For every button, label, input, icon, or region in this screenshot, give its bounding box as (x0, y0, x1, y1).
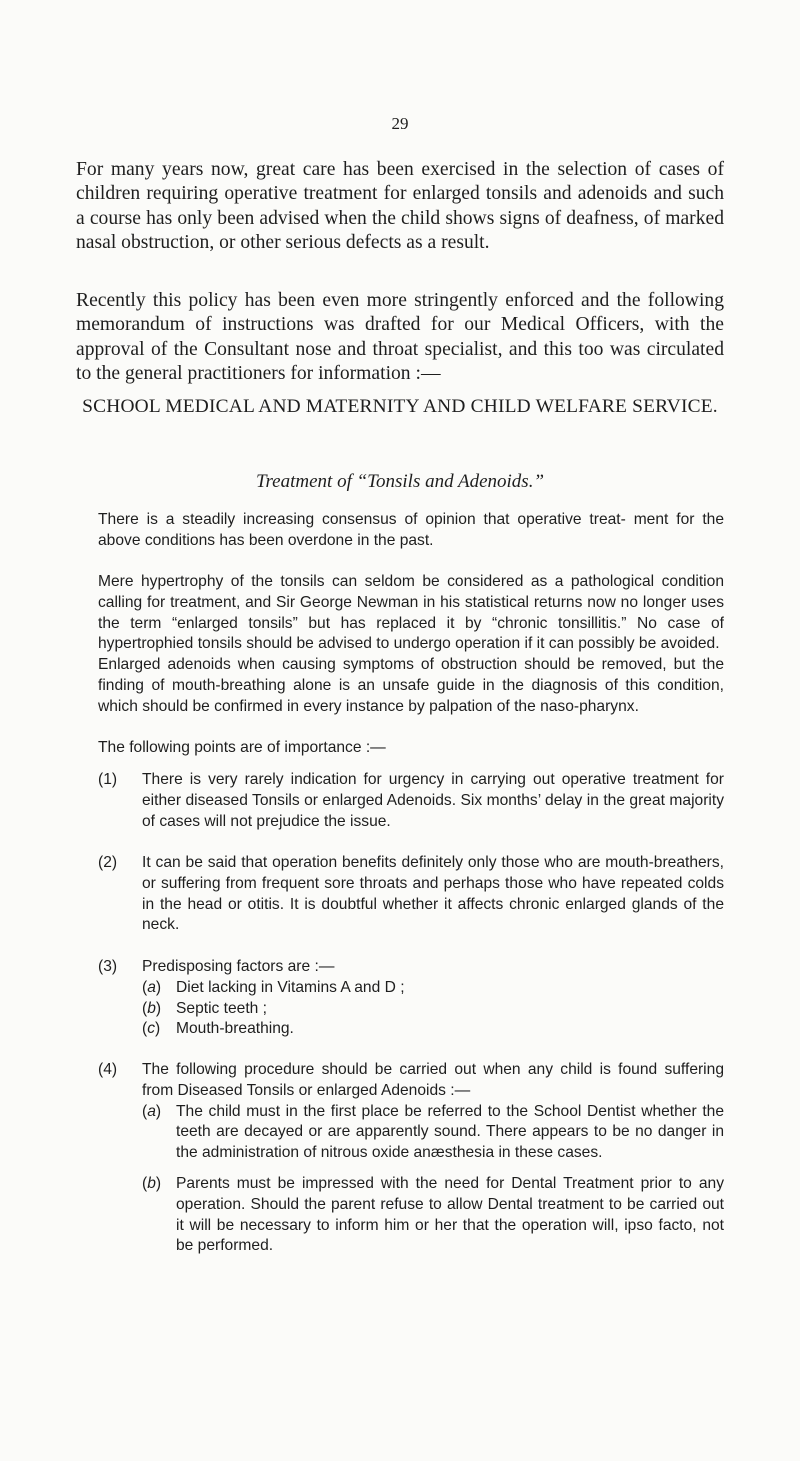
point-number: (4) (98, 1061, 118, 1078)
memo-subtitle: Treatment of “Tonsils and Adenoids.” (255, 471, 545, 492)
point-1 (98, 770, 724, 832)
intro-paragraph-2: Recently this policy has been even more stringently enforced and the following memorandum of instructions was drafted for our Medical Officers, with the approval of the Consultant nose and throat specialist, and this too was circulated to the general practitioners for information :— (76, 290, 724, 385)
sub-letter: (a) (142, 1102, 162, 1120)
sub-item-b (142, 1174, 724, 1257)
page-number: 29 (391, 114, 409, 133)
memo-paragraph-3: Enlarged adenoids when causing symptoms of obstruction should be removed, but the finding of mouth-breathing alone is an unsafe guide in the diagnosis of this condition, which should be confirmed in every instance by palpation of the naso-pharynx. (98, 656, 724, 715)
sub-item-text: Septic teeth ; (176, 999, 268, 1017)
point-number: (1) (98, 771, 118, 788)
memo-paragraph-1: There is a steadily increasing consensus of opinion that operative treat- ment for the above conditions has been overdone in the past. (98, 511, 724, 549)
sub-letter: (c) (142, 1020, 161, 1038)
sub-letter: (b) (142, 999, 162, 1017)
point-number: (3) (98, 958, 118, 975)
memo-heading: SCHOOL MEDICAL AND MATERNITY AND CHILD WELFARE SERVICE. (82, 396, 718, 417)
sub-item-a (142, 1102, 724, 1164)
point-text: There is very rarely indication for urgency in carrying out operative treatment for either diseased Tonsils or enlarged Adenoids. Six months’ delay in the great majority of cases will not prejudice the issue. (142, 771, 724, 830)
sub-letter: (a) (142, 978, 162, 996)
point-number: (2) (98, 854, 118, 871)
sub-item-text: Diet lacking in Vitamins A and D ; (176, 978, 405, 996)
memo-paragraph-2: Mere hypertrophy of the tonsils can seldom be considered as a pathological condition calling for treatment, and Sir George Newman in his statistical returns now no longer uses the term “enlarged tonsils” but has replaced it by “chronic tonsillitis.” No case of hypertrophied tonsils should be advised to undergo operation if it can possibly be avoided. (98, 573, 724, 653)
sub-item-text: Mouth-breathing. (176, 1020, 294, 1038)
sub-item-a (142, 978, 724, 999)
point-text: The following procedure should be carried out when any child is found suffering from Diseased Tonsils or enlarged Adenoids :— (142, 1061, 724, 1099)
memo-paragraph-4: The following points are of importance :— (98, 739, 386, 756)
point-text: It can be said that operation benefits definitely only those who are mouth-breathers, or suffering from frequent sore throats and perhaps those who have repeated colds in the head or otitis. It is doubtful whether it affects chronic enlarged glands of the neck. (142, 854, 724, 934)
sub-item-c (142, 1019, 724, 1040)
sub-letter: (b) (142, 1174, 162, 1192)
point-text: Predisposing factors are :— (142, 958, 335, 975)
sub-item-text: Parents must be impressed with the need for Dental Treatment prior to any operation. Should the parent refuse to allow Dental treatment to be carried out it will be necessary to inform him or her that the operation will, ipso facto, not be performed. (176, 1174, 724, 1255)
point-4 (98, 1060, 724, 1257)
sub-item-b (142, 999, 724, 1020)
point-3 (98, 957, 724, 1040)
point-2 (98, 853, 724, 936)
sub-item-text: The child must in the first place be referred to the School Dentist whether the teeth are decayed or are apparently sound. There appears to be no danger in the administration of nitrous oxide anæsthesia in these cases. (176, 1102, 724, 1162)
intro-paragraph-1: For many years now, great care has been exercised in the selection of cases of children requiring operative treatment for enlarged tonsils and adenoids and such a course has only been advised when the child shows signs of deafness, of marked nasal obstruction, or other serious defects as a result. (76, 159, 724, 254)
